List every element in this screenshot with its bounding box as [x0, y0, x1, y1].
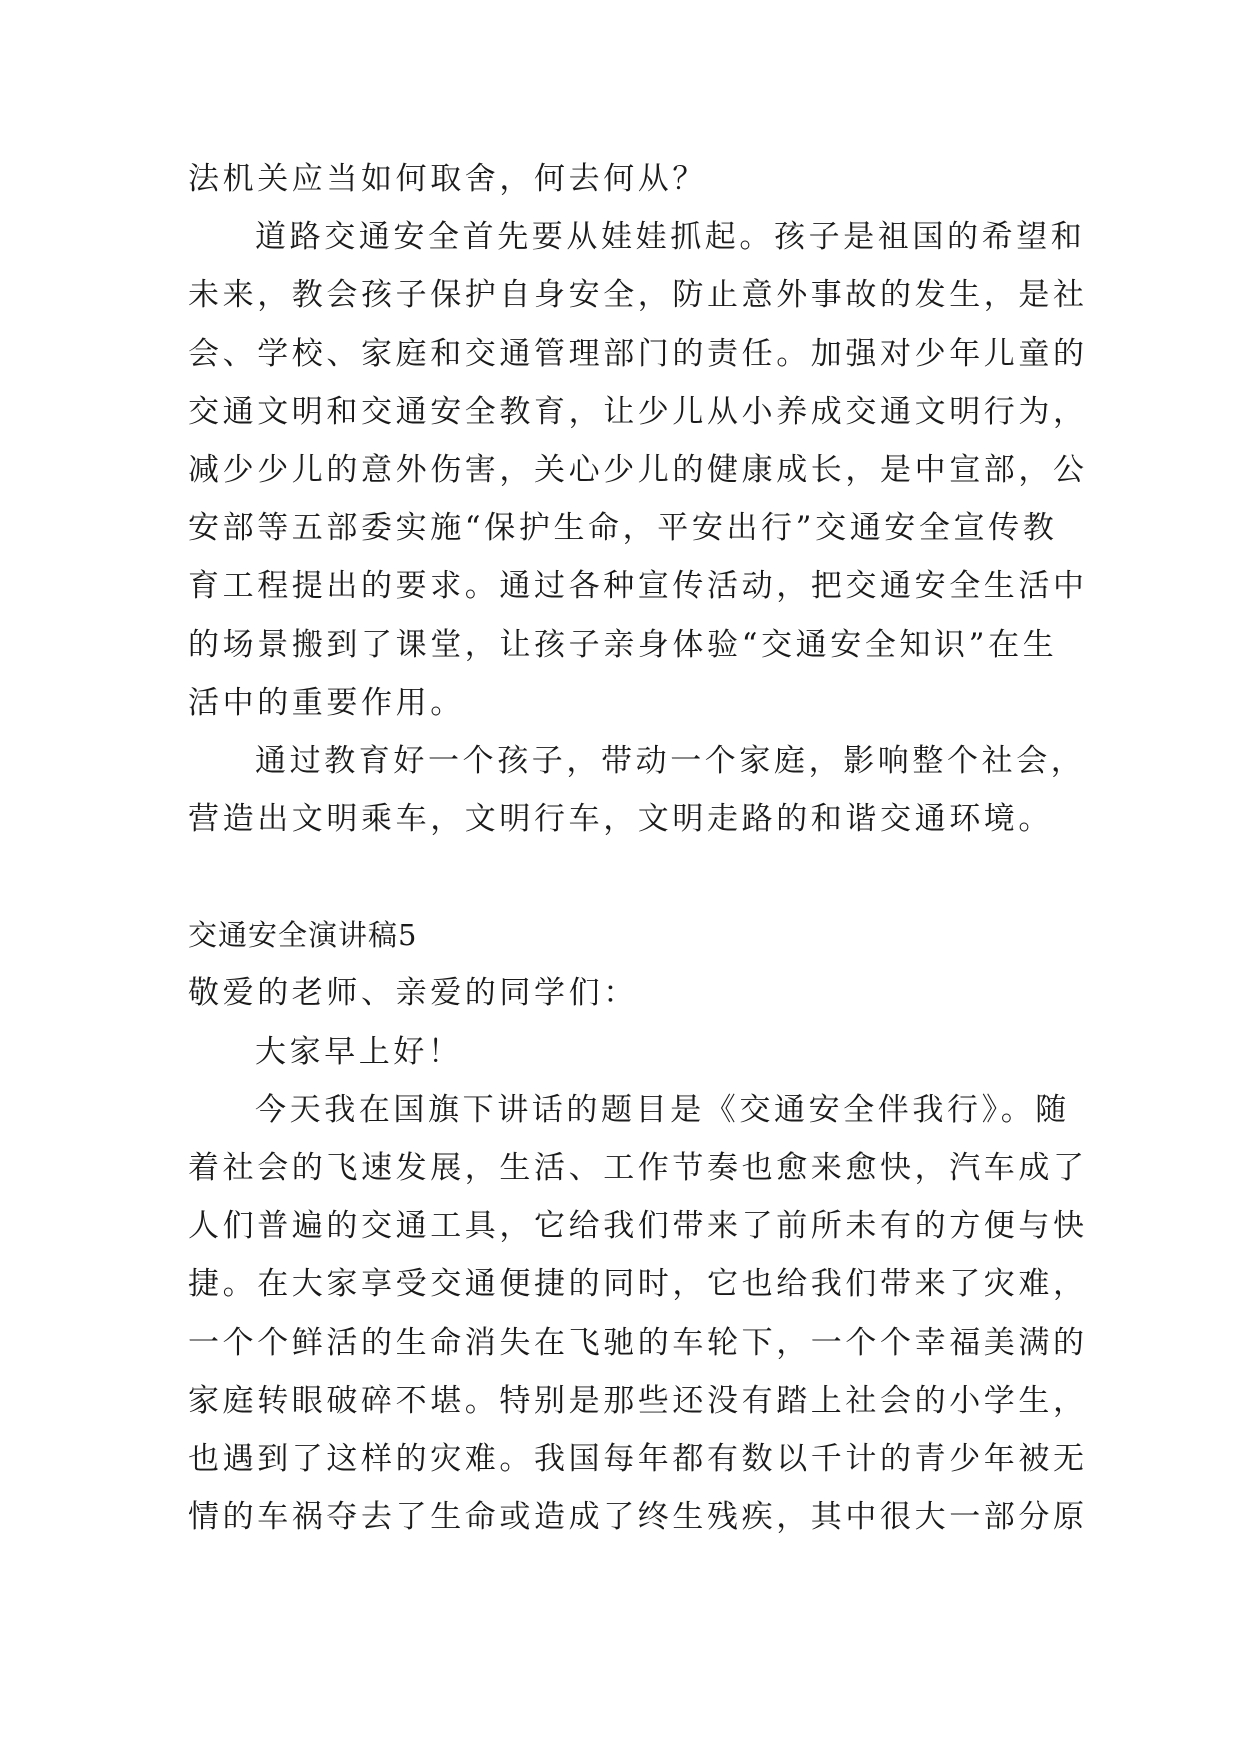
salutation: 敬爱的老师、亲爱的同学们： [188, 975, 638, 1012]
text-line: 也遇到了这样的灾难。我国每年都有数以千计的青少年被无 [188, 1440, 1088, 1477]
text-line: 减少少儿的意外伤害，关心少儿的健康成长，是中宣部，公 [188, 451, 1088, 488]
continued-paragraph [188, 150, 1054, 208]
text-line: 交通文明和交通安全教育，让少儿从小养成交通文明行为， [188, 393, 1088, 430]
text-line: 营造出文明乘车，文明行车，文明走路的和谐交通环境。 [188, 801, 1053, 838]
paragraph [188, 732, 1086, 848]
text-line: 道路交通安全首先要从娃娃抓起。孩子是祖国的希望和 [255, 219, 1086, 256]
text-line: 活中的重要作用。 [188, 684, 465, 721]
text-line: 情的车祸夺去了生命或造成了终生残疾，其中很大一部分原 [188, 1499, 1088, 1536]
text-line: 法机关应当如何取舍，何去何从？ [188, 161, 707, 197]
text-line: 今天我在国旗下讲话的题目是《交通安全伴我行》。随 [255, 1091, 1070, 1128]
document-body [188, 150, 1088, 1546]
text-line: 捷。在大家享受交通便捷的同时，它也给我们带来了灾难， [188, 1266, 1088, 1303]
text-line: 的场景搬到了课堂，让孩子亲身体验“交通安全知识”在生 [188, 626, 1058, 663]
text-line: 会、学校、家庭和交通管理部门的责任。加强对少年儿童的 [188, 335, 1088, 372]
text-line: 一个个鲜活的生命消失在飞驰的车轮下，一个个幸福美满的 [188, 1324, 1088, 1361]
paragraph [188, 1081, 1088, 1547]
text-line: 育工程提出的要求。通过各种宣传活动，把交通安全生活中 [188, 568, 1088, 605]
text-line: 人们普遍的交通工具，它给我们带来了前所未有的方便与快 [188, 1208, 1088, 1245]
section-title: 交通安全演讲稿5 [188, 918, 418, 953]
text-line: 通过教育好一个孩子，带动一个家庭，影响整个社会， [255, 742, 1086, 779]
text-line: 着社会的飞速发展，生活、工作节奏也愈来愈快，汽车成了 [188, 1150, 1088, 1186]
text-line: 安部等五部委实施“保护生命，平安出行”交通安全宣传教 [188, 510, 1058, 547]
greeting: 大家早上好！ [255, 1033, 463, 1070]
text-line: 家庭转眼破碎不堪。特别是那些还没有踏上社会的小学生， [188, 1382, 1088, 1419]
paragraph [188, 208, 1088, 732]
text-line: 未来，教会孩子保护自身安全，防止意外事故的发生，是社 [188, 277, 1088, 314]
